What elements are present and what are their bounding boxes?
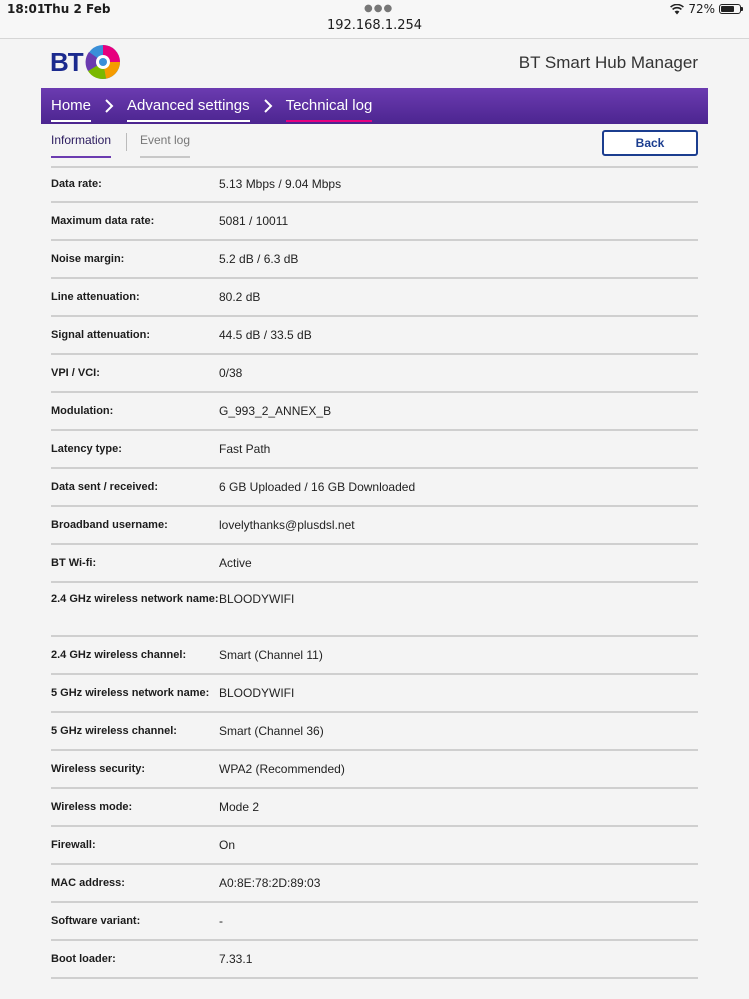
row-label: 2.4 GHz wireless network name: bbox=[51, 593, 219, 605]
app-title: BT Smart Hub Manager bbox=[518, 53, 698, 72]
table-row bbox=[51, 168, 698, 203]
row-label: Data rate: bbox=[51, 178, 102, 190]
row-label: Data sent / received: bbox=[51, 480, 158, 493]
row-label: Maximum data rate: bbox=[51, 214, 155, 227]
row-label: Software variant: bbox=[51, 914, 141, 927]
tab-divider bbox=[126, 133, 127, 151]
row-label: Firewall: bbox=[51, 838, 96, 851]
row-value: 0/38 bbox=[219, 365, 243, 380]
table-row bbox=[51, 431, 698, 469]
nav-home[interactable]: Home bbox=[51, 97, 91, 122]
row-label: 5 GHz wireless network name: bbox=[51, 686, 210, 699]
table-row bbox=[51, 279, 698, 317]
table-row bbox=[51, 507, 698, 545]
table-row bbox=[51, 941, 698, 979]
row-value: 5081 / 10011 bbox=[219, 213, 289, 228]
header bbox=[41, 38, 708, 88]
battery-icon bbox=[719, 4, 741, 14]
row-label: Wireless security: bbox=[51, 762, 146, 775]
row-value: Fast Path bbox=[219, 441, 271, 456]
row-value: A0:8E:78:2D:89:03 bbox=[219, 875, 321, 890]
row-value: BLOODYWIFI bbox=[219, 592, 295, 606]
row-label: Wireless mode: bbox=[51, 800, 133, 813]
technical-info-table bbox=[41, 166, 698, 979]
table-row bbox=[51, 203, 698, 241]
row-label: Boot loader: bbox=[51, 952, 116, 965]
row-value: 80.2 dB bbox=[219, 289, 261, 304]
row-label: Line attenuation: bbox=[51, 290, 140, 303]
row-value: lovelythanks@plusdsl.net bbox=[219, 517, 355, 532]
row-value: 6 GB Uploaded / 16 GB Downloaded bbox=[219, 479, 416, 494]
more-dots-icon[interactable]: ●●● bbox=[364, 3, 394, 14]
back-button[interactable]: Back bbox=[602, 130, 698, 156]
row-label: Latency type: bbox=[51, 442, 122, 455]
tabs-bar bbox=[41, 124, 708, 168]
bt-globe-icon bbox=[84, 43, 122, 81]
table-row bbox=[51, 713, 698, 751]
chevron-right-icon bbox=[262, 99, 274, 113]
row-value: - bbox=[219, 913, 223, 928]
table-row bbox=[51, 865, 698, 903]
row-label: MAC address: bbox=[51, 876, 125, 889]
row-value: Smart (Channel 11) bbox=[219, 647, 323, 662]
table-row bbox=[51, 241, 698, 279]
table-row bbox=[51, 393, 698, 431]
row-label: VPI / VCI: bbox=[51, 366, 100, 379]
row-value: On bbox=[219, 837, 236, 852]
row-label: 2.4 GHz wireless channel: bbox=[51, 648, 187, 661]
nav-technical-log[interactable]: Technical log bbox=[286, 97, 373, 122]
table-row bbox=[51, 751, 698, 789]
tab-event-log[interactable]: Event log bbox=[140, 133, 190, 158]
bt-logo[interactable] bbox=[50, 43, 122, 81]
status-date: Thu 2 Feb bbox=[44, 2, 111, 16]
status-time: 18:01 bbox=[7, 2, 46, 16]
row-value: 7.33.1 bbox=[219, 951, 253, 966]
row-label: Broadband username: bbox=[51, 518, 168, 531]
row-label: Modulation: bbox=[51, 404, 114, 417]
status-bar bbox=[0, 0, 749, 39]
row-label: Noise margin: bbox=[51, 252, 125, 265]
table-row bbox=[51, 903, 698, 941]
battery-percent: 72% bbox=[688, 2, 715, 16]
logo-text: BT bbox=[50, 46, 83, 77]
table-row bbox=[51, 827, 698, 865]
table-row bbox=[51, 637, 698, 675]
row-value: WPA2 (Recommended) bbox=[219, 761, 345, 776]
nav-advanced-settings[interactable]: Advanced settings bbox=[127, 97, 250, 122]
row-value: 5.2 dB / 6.3 dB bbox=[219, 251, 299, 266]
row-value: 5.13 Mbps / 9.04 Mbps bbox=[219, 177, 342, 191]
row-value: BLOODYWIFI bbox=[219, 685, 295, 700]
row-label: BT Wi-fi: bbox=[51, 556, 97, 569]
row-value: Smart (Channel 36) bbox=[219, 723, 324, 738]
row-value: 44.5 dB / 33.5 dB bbox=[219, 327, 312, 342]
table-row bbox=[51, 583, 698, 637]
table-row bbox=[51, 789, 698, 827]
table-row bbox=[51, 317, 698, 355]
table-row bbox=[51, 675, 698, 713]
table-row bbox=[51, 355, 698, 393]
row-label: 5 GHz wireless channel: bbox=[51, 724, 177, 737]
row-value: G_993_2_ANNEX_B bbox=[219, 403, 332, 418]
row-label: Signal attenuation: bbox=[51, 328, 150, 341]
chevron-right-icon bbox=[103, 99, 115, 113]
wifi-icon bbox=[670, 4, 684, 15]
tab-information[interactable]: Information bbox=[51, 133, 111, 158]
row-value: Active bbox=[219, 555, 252, 570]
row-value: Mode 2 bbox=[219, 799, 260, 814]
table-row bbox=[51, 469, 698, 507]
address-bar[interactable]: 192.168.1.254 bbox=[326, 18, 423, 33]
table-row bbox=[51, 545, 698, 583]
breadcrumb bbox=[41, 88, 708, 124]
status-indicators bbox=[670, 2, 741, 16]
